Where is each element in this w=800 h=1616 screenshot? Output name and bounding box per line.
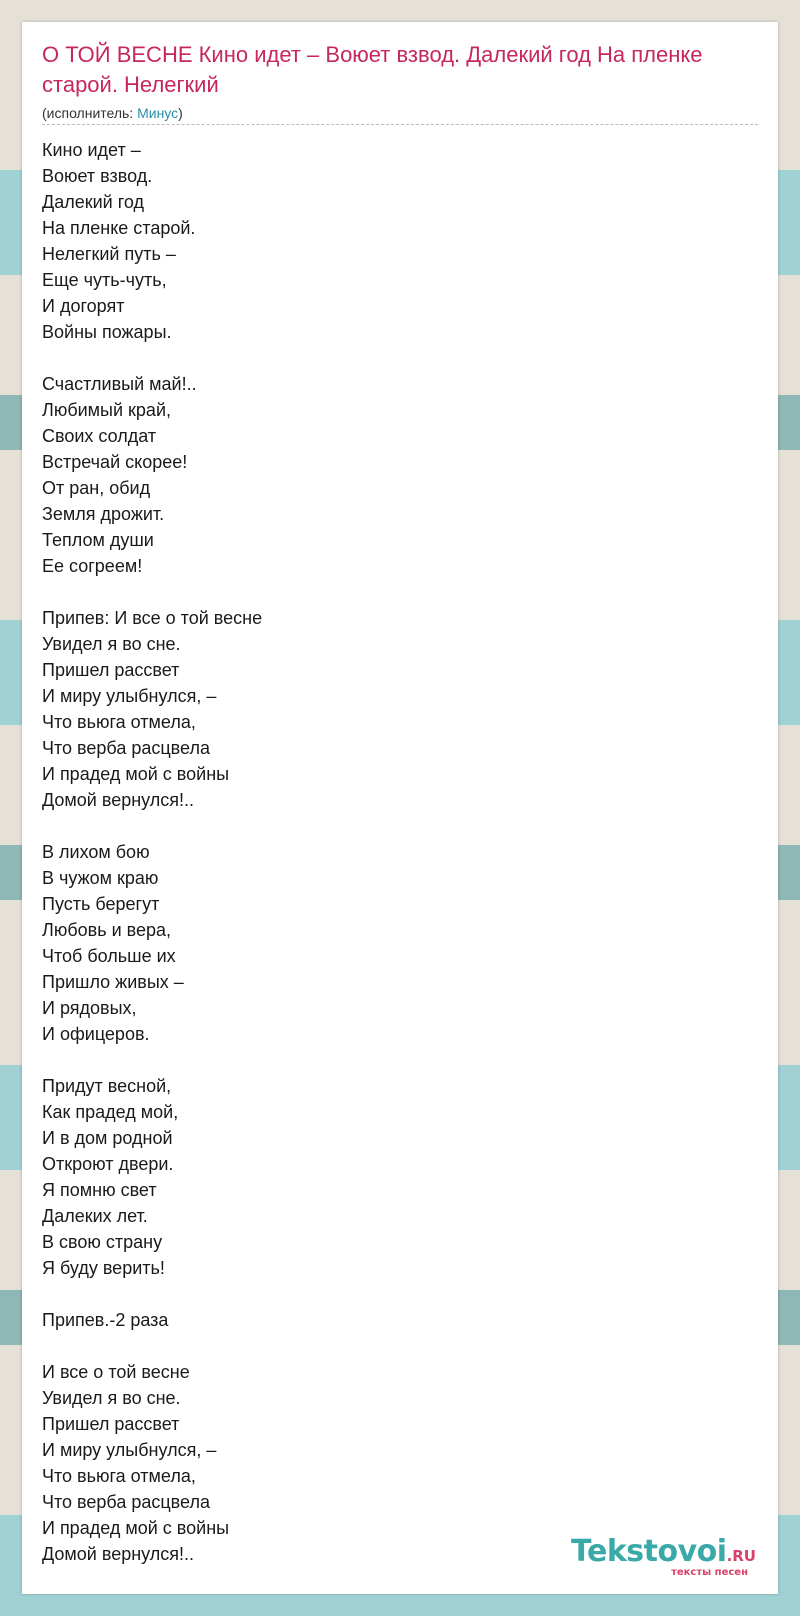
lyrics-line: Увидел я во сне. — [42, 1388, 181, 1408]
logo-wordmark: Tekstovoi — [571, 1534, 727, 1569]
lyrics-line: И рядовых, — [42, 998, 137, 1018]
lyrics-line: Пришло живых – — [42, 972, 184, 992]
lyrics-blank-line — [42, 345, 758, 371]
lyrics-line: Еще чуть-чуть, — [42, 270, 167, 290]
lyrics-body — [42, 137, 758, 1567]
performer-line — [42, 104, 758, 122]
lyrics-line: Что верба расцвела — [42, 738, 210, 758]
lyrics-blank-line — [42, 1281, 758, 1307]
logo-domain: .RU — [726, 1547, 756, 1565]
lyrics-line: Припев.-2 раза — [42, 1310, 169, 1330]
lyrics-line: И в дом родной — [42, 1128, 173, 1148]
lyrics-line: И офицеров. — [42, 1024, 150, 1044]
lyrics-line: И догорят — [42, 296, 125, 316]
lyrics-line: Чтоб больше их — [42, 946, 176, 966]
lyrics-line: Далеких лет. — [42, 1206, 148, 1226]
lyrics-line: Что вьюга отмела, — [42, 712, 196, 732]
lyrics-line: И все о той весне — [42, 1362, 190, 1382]
lyrics-line: Любимый край, — [42, 400, 171, 420]
lyrics-line: Ее согреем! — [42, 556, 143, 576]
lyrics-blank-line — [42, 1333, 758, 1359]
lyrics-line: Припев: И все о той весне — [42, 608, 263, 628]
lyrics-line: И прадед мой с войны — [42, 1518, 230, 1538]
lyrics-line: Я помню свет — [42, 1180, 157, 1200]
lyrics-line: Земля дрожит. — [42, 504, 165, 524]
logo-tagline: тексты песен — [671, 1567, 748, 1578]
lyrics-line: В лихом бою — [42, 842, 150, 862]
performer-prefix: (исполнитель: — [42, 105, 138, 121]
lyrics-line: Пришел рассвет — [42, 660, 180, 680]
lyrics-line: Нелегкий путь – — [42, 244, 176, 264]
lyrics-line: Своих солдат — [42, 426, 157, 446]
page-title: О ТОЙ ВЕСНЕ Кино идет – Воюет взвод. Далекий год На пленке старой. Нелегкий — [42, 42, 703, 97]
lyrics-blank-line — [42, 1047, 758, 1073]
performer-link[interactable]: Минус — [137, 105, 179, 121]
lyrics-line: Войны пожары. — [42, 322, 172, 342]
lyrics-blank-line — [42, 579, 758, 605]
lyrics-line: Любовь и вера, — [42, 920, 172, 940]
lyrics-line: Домой вернулся!.. — [42, 790, 195, 810]
lyrics-line: Счастливый май!.. — [42, 374, 197, 394]
lyrics-line: В свою страну — [42, 1232, 163, 1252]
lyrics-line: В чужом краю — [42, 868, 159, 888]
lyrics-line: Далекий год — [42, 192, 144, 212]
lyrics-line: Придут весной, — [42, 1076, 172, 1096]
lyrics-line: От ран, обид — [42, 478, 151, 498]
title-divider — [42, 124, 758, 125]
lyrics-line: И прадед мой с войны — [42, 764, 230, 784]
lyrics-line: На пленке старой. — [42, 218, 196, 238]
lyrics-line: Как прадед мой, — [42, 1102, 179, 1122]
lyrics-blank-line — [42, 813, 758, 839]
tekstovoi-logo[interactable] — [571, 1534, 756, 1578]
performer-suffix: ) — [178, 105, 183, 121]
lyrics-line: И миру улыбнулся, – — [42, 1440, 217, 1460]
lyrics-line: Домой вернулся!.. — [42, 1544, 195, 1564]
lyrics-line: Пришел рассвет — [42, 1414, 180, 1434]
lyrics-line: Увидел я во сне. — [42, 634, 181, 654]
lyrics-line: Что вьюга отмела, — [42, 1466, 196, 1486]
lyrics-line: Пусть берегут — [42, 894, 160, 914]
lyrics-line: Теплом души — [42, 530, 154, 550]
lyrics-line: Я буду верить! — [42, 1258, 165, 1278]
lyrics-line: Кино идет – — [42, 140, 141, 160]
lyrics-line: Встречай скорее! — [42, 452, 188, 472]
lyrics-line: И миру улыбнулся, – — [42, 686, 217, 706]
lyrics-line: Откроют двери. — [42, 1154, 174, 1174]
lyrics-card — [22, 22, 778, 1594]
lyrics-line: Что верба расцвела — [42, 1492, 210, 1512]
lyrics-line: Воюет взвод. — [42, 166, 153, 186]
